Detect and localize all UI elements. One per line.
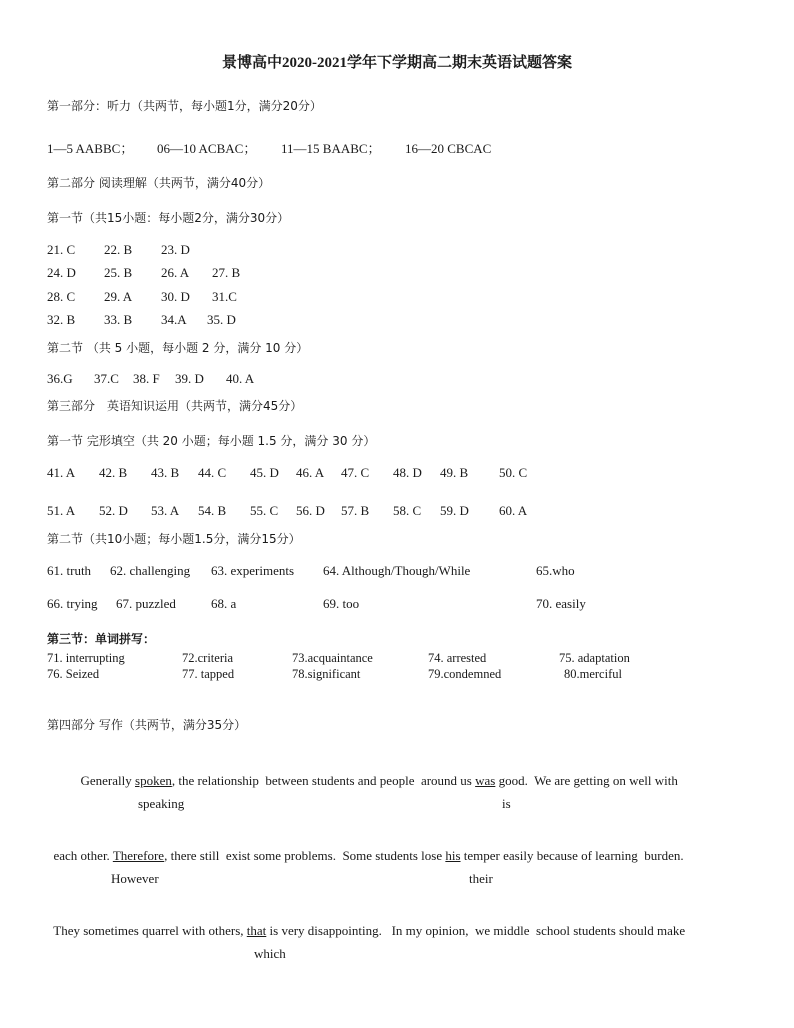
essay-correction: is (502, 796, 511, 811)
part2-section2-header: 第二节 （共 5 小题，每小题 2 分，满分 10 分） (47, 341, 309, 355)
answer-item: 64. Although/Though/While (323, 563, 471, 578)
essay-error-word: that (246, 923, 267, 938)
answer-item: 54. B (198, 503, 227, 518)
answer-item: 21. C (47, 242, 76, 257)
part4-header: 第四部分 写作（共两节，满分35分） (47, 718, 247, 732)
answer-item: 53. A (151, 503, 180, 518)
answer-item: 74. arrested (428, 651, 487, 665)
essay-text: temper easily because of learning burden. (460, 848, 684, 863)
page-title: 景博高中2020-2021学年下学期高二期末英语试题答案 (222, 55, 572, 71)
answer-item: 79.condemned (428, 667, 502, 681)
essay-text: They sometimes quarrel with others, (53, 923, 247, 938)
answer-item: 37.C (94, 371, 119, 386)
answer-item: 66. trying (47, 596, 98, 611)
answer-item: 27. B (212, 265, 241, 280)
answer-item: 32. B (47, 312, 76, 327)
answer-item: 75. adaptation (559, 651, 630, 665)
essay-text: Generally (80, 773, 136, 788)
answer-item: 26. A (161, 265, 190, 280)
answer-item: 36.G (47, 371, 73, 386)
answer-item: 50. C (499, 465, 528, 480)
answer-item: 58. C (393, 503, 422, 518)
answer-item: 62. challenging (110, 563, 191, 578)
answer-item: 68. a (211, 596, 237, 611)
answer-item: 35. D (207, 312, 236, 327)
answer-item: 57. B (341, 503, 370, 518)
answer-item: 67. puzzled (116, 596, 176, 611)
essay-error-word: spoken (135, 773, 172, 788)
essay-correction: which (254, 946, 286, 961)
part3-section1-header: 第一节 完形填空（共 20 小题；每小题 1.5 分，满分 30 分） (47, 434, 376, 448)
essay-text: , there still exist some problems. Some students lose (164, 848, 446, 863)
answer-item: 29. A (104, 289, 133, 304)
answer-item: 52. D (99, 503, 128, 518)
answer-item: 39. D (175, 371, 204, 386)
answer-item: 47. C (341, 465, 370, 480)
answer-item: 48. D (393, 465, 422, 480)
answer-item: 31.C (212, 289, 237, 304)
answer-item: 43. B (151, 465, 180, 480)
answer-item: 33. B (104, 312, 133, 327)
part1-header: 第一部分：听力（共两节，每小题1分，满分20分） (47, 99, 322, 113)
answer-item: 42. B (99, 465, 128, 480)
essay-line (74, 758, 678, 788)
essay-text: each other. (53, 848, 113, 863)
answer-item: 56. D (296, 503, 325, 518)
answer-item: 73.acquaintance (292, 651, 373, 665)
answer-item: 77. tapped (182, 667, 235, 681)
answer-item: 38. F (133, 371, 160, 386)
answer-item: 40. A (226, 371, 255, 386)
answer-item: 25. B (104, 265, 133, 280)
part2-header: 第二部分 阅读理解（共两节，满分40分） (47, 176, 271, 190)
part2-section1-header: 第一节（共15小题：每小题2分，满分30分） (47, 211, 290, 225)
answer-item: 24. D (47, 265, 76, 280)
answer-item: 30. D (161, 289, 190, 304)
answer-item: 51. A (47, 503, 76, 518)
answer-item: 65.who (536, 563, 575, 578)
part3-header: 第三部分 英语知识运用（共两节，满分45分） (47, 399, 303, 413)
part1-answer-group: 1—5 AABBC； (47, 141, 134, 156)
essay-correction: speaking (138, 796, 185, 811)
answer-item: 28. C (47, 289, 76, 304)
answer-item: 80.merciful (564, 667, 622, 681)
answer-item: 23. D (161, 242, 190, 257)
part1-answer-group: 11—15 BAABC； (281, 141, 381, 156)
answer-item: 55. C (250, 503, 279, 518)
answer-item: 69. too (323, 596, 360, 611)
answer-item: 46. A (296, 465, 325, 480)
essay-correction: However (111, 871, 159, 886)
answer-item: 71. interrupting (47, 651, 125, 665)
essay-error-word: was (475, 773, 496, 788)
answer-item: 45. D (250, 465, 279, 480)
answer-item: 70. easily (536, 596, 586, 611)
essay-line (47, 833, 684, 863)
essay-text: is very disappointing. In my opinion, we middle school students should make (266, 923, 686, 938)
answer-item: 60. A (499, 503, 528, 518)
answer-item: 63. experiments (211, 563, 295, 578)
answer-item: 44. C (198, 465, 227, 480)
essay-line (47, 908, 685, 938)
answer-item: 22. B (104, 242, 133, 257)
essay-correction: their (469, 871, 493, 886)
part1-answer-group: 06—10 ACBAC； (157, 141, 257, 156)
essay-text: , the relationship between students and people around us (171, 773, 476, 788)
answer-item: 76. Seized (47, 667, 100, 681)
essay-error-word: his (445, 848, 461, 863)
answer-item: 78.significant (292, 667, 361, 681)
answer-item: 59. D (440, 503, 469, 518)
answer-item: 41. A (47, 465, 76, 480)
essay-text: good. We are getting on well with (495, 773, 678, 788)
part3-section3-header: 第三节：单词拼写： (47, 632, 156, 646)
essay-error-word: Therefore (112, 848, 165, 863)
part3-section2-header: 第二节（共10小题；每小题1.5分，满分15分） (47, 532, 301, 546)
answer-item: 49. B (440, 465, 469, 480)
part1-answer-group: 16—20 CBCAC (405, 141, 492, 156)
answer-item: 61. truth (47, 563, 92, 578)
answer-item: 72.criteria (182, 651, 234, 665)
answer-item: 34.A (161, 312, 187, 327)
